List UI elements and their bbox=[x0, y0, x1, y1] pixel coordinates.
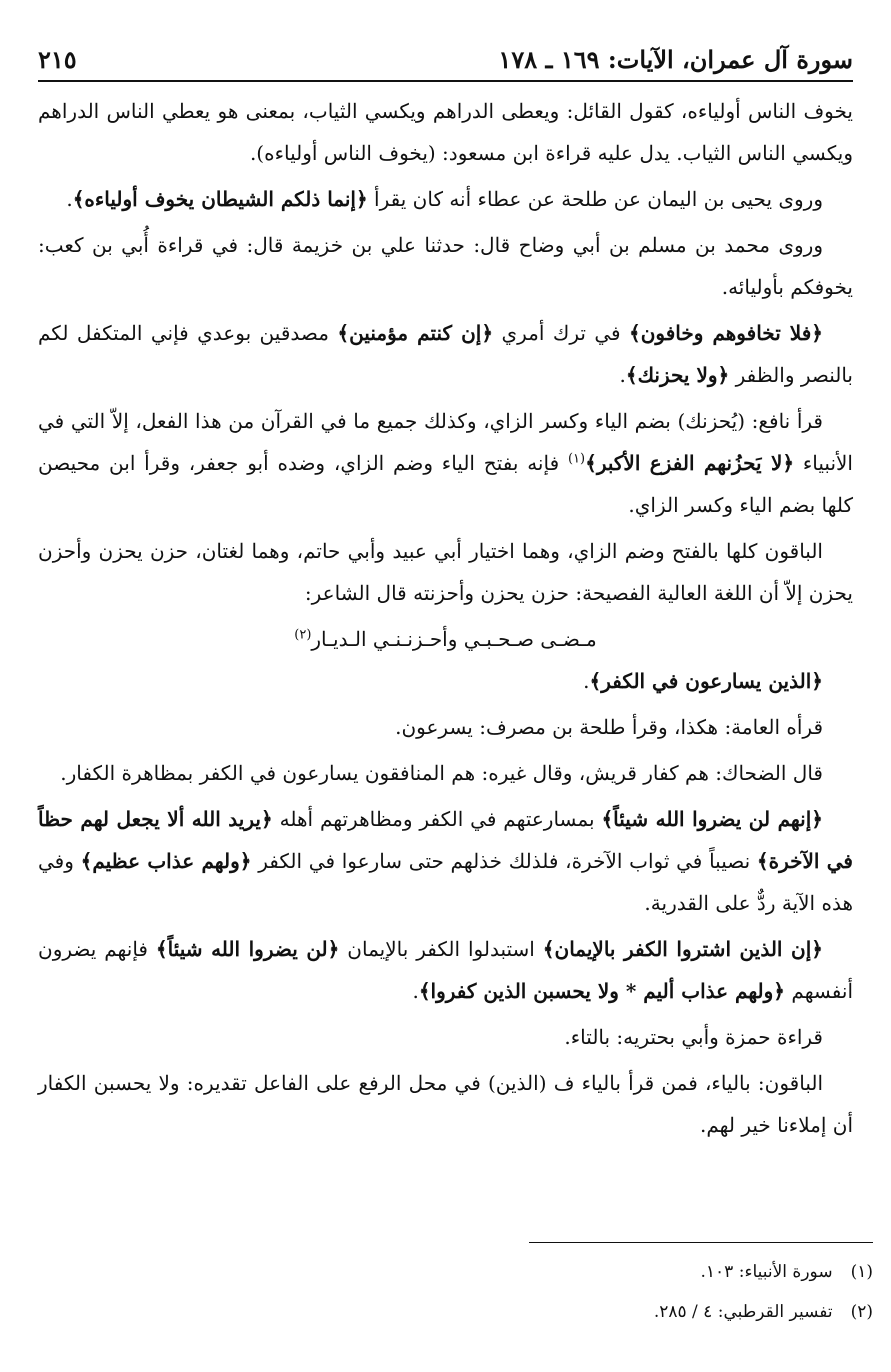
footnote-ref: (٢) bbox=[294, 627, 312, 643]
text-segment: بمسارعتهم في الكفر ومظاهرتهم أهله bbox=[272, 807, 602, 831]
footnote-number: (٢) bbox=[850, 1302, 873, 1322]
poem-verse bbox=[38, 618, 853, 660]
text-segment: . bbox=[412, 979, 419, 1003]
text-segment: قرأه العامة: هكذا، وقرأ طلحة بن مصرف: يسرعون. bbox=[395, 715, 823, 739]
text-segment: استبدلوا الكفر بالإيمان bbox=[339, 937, 543, 961]
quran-quote: ﴿إن كنتم مؤمنين﴾ bbox=[337, 321, 494, 345]
quran-quote: ﴿فلا تخافوهم وخافون﴾ bbox=[629, 321, 823, 345]
text-segment: . bbox=[619, 363, 626, 387]
quran-quote: ﴿إن الذين اشتروا الكفر بالإيمان﴾ bbox=[542, 937, 823, 961]
running-title: سورة آل عمران، الآيات: ١٦٩ ـ ١٧٨ bbox=[498, 45, 853, 74]
paragraph bbox=[38, 530, 853, 614]
footnotes bbox=[38, 1252, 873, 1332]
paragraph bbox=[38, 706, 853, 748]
quran-quote: ﴿لن يضروا الله شيئاً﴾ bbox=[155, 937, 340, 961]
quran-quote: ﴿يريد الله ألا يجعل لهم حظاً في الآخرة﴾ bbox=[38, 807, 853, 873]
footnote-ref: (١) bbox=[567, 451, 586, 467]
footnote-text: سورة الأنبياء: ١٠٣. bbox=[700, 1262, 833, 1282]
text-segment: قراءة حمزة وأبي بحتريه: بالتاء. bbox=[564, 1025, 823, 1049]
text-segment: مصدقين بوعدي فإني المتكفل لكم بالنصر والظفر bbox=[38, 321, 853, 387]
text-segment: الباقون: بالياء، فمن قرأ بالياء ف (الذين) في محل الرفع على الفاعل تقديره: ولا يحسبن الكفار أن إملاءنا خير لهم. bbox=[38, 1071, 853, 1137]
page-number: ٢١٥ bbox=[38, 45, 77, 74]
quran-quote: ﴿ولهم عذاب أليم * ولا يحسبن الذين كفروا﴾ bbox=[418, 979, 786, 1003]
footnote-text: تفسير القرطبي: ٤ / ٢٨٥. bbox=[653, 1302, 833, 1322]
paragraph bbox=[38, 312, 853, 396]
page-header bbox=[38, 30, 853, 74]
paragraph bbox=[38, 928, 853, 1012]
text-segment: وفي هذه الآية ردٌّ على القدرية. bbox=[38, 849, 853, 915]
text-segment: فإنه بفتح الياء وضم الزاي، وضده أبو جعفر، وقرأ ابن محيصن كلها بضم الياء وكسر الزاي. bbox=[38, 451, 853, 517]
paragraph bbox=[38, 752, 853, 794]
quran-quote: ﴿ولهم عذاب عظيم﴾ bbox=[80, 849, 252, 873]
text-segment: مـضـى صـحـبـي وأحـزنـنـي الـديـار bbox=[311, 627, 597, 651]
paragraph bbox=[38, 90, 853, 174]
quran-quote: ﴿الذين يسارعون في الكفر﴾ bbox=[589, 669, 823, 693]
text-segment: يخوف الناس أولياءه، كقول القائل: ويعطى الدراهم ويكسي الثياب، بمعنى هو يعطي الناس الدراهم ويكسي الناس الثياب. يدل عليه قراءة ابن مسعود: (يخوف الناس أولياءه). bbox=[38, 99, 853, 165]
text-segment: قال الضحاك: هم كفار قريش، وقال غيره: هم المنافقون يسارعون في الكفر بمظاهرة الكفار. bbox=[60, 761, 823, 785]
paragraph bbox=[38, 798, 853, 924]
quran-quote: ﴿إنما ذلكم الشيطان يخوف أولياءه﴾ bbox=[72, 187, 368, 211]
text-segment: نصيباً في ثواب الآخرة، فلذلك خذلهم حتى سارعوا في الكفر bbox=[251, 849, 757, 873]
text-segment: قرأ نافع: (يُحزنك) بضم الياء وكسر الزاي، وكذلك جميع ما في القرآن من هذا الفعل، إلاّ التي في الأنبياء bbox=[38, 409, 853, 475]
quran-quote: ﴿إنهم لن يضروا الله شيئاً﴾ bbox=[601, 807, 823, 831]
text-segment: فإنهم يضرون أنفسهم bbox=[38, 937, 853, 1003]
quran-quote: ﴿ولا يحزنك﴾ bbox=[625, 363, 730, 387]
main-text bbox=[38, 90, 853, 1150]
quran-quote: ﴿لا يَحزُنهم الفزع الأكبر﴾ bbox=[585, 451, 795, 475]
paragraph bbox=[38, 178, 853, 220]
paragraph bbox=[38, 1016, 853, 1058]
footnote-item bbox=[38, 1292, 873, 1332]
text-segment: الباقون كلها بالفتح وضم الزاي، وهما اختيار أبي عبيد وأبي حاتم، وهما لغتان، حزن يحزن وأحزن يحزن إلاّ أن اللغة العالية الفصيحة: حزن يحزن وأحزنته قال الشاعر: bbox=[38, 539, 853, 605]
paragraph bbox=[38, 224, 853, 308]
paragraph bbox=[38, 1062, 853, 1146]
text-segment: . bbox=[66, 187, 73, 211]
text-segment: في ترك أمري bbox=[493, 321, 629, 345]
text-segment: وروى يحيى بن اليمان عن طلحة عن عطاء أنه كان يقرأ bbox=[367, 187, 823, 211]
paragraph bbox=[38, 660, 853, 702]
text-segment: وروى محمد بن مسلم بن أبي وضاح قال: حدثنا علي بن خزيمة قال: في قراءة أُبي بن كعب: يخوفكم بأوليائه. bbox=[38, 233, 853, 299]
footnote-number: (١) bbox=[850, 1262, 873, 1282]
paragraph bbox=[38, 400, 853, 526]
footnote-item bbox=[38, 1252, 873, 1292]
header-divider bbox=[38, 80, 853, 82]
text-segment: . bbox=[583, 669, 590, 693]
footnote-divider bbox=[529, 1242, 873, 1243]
